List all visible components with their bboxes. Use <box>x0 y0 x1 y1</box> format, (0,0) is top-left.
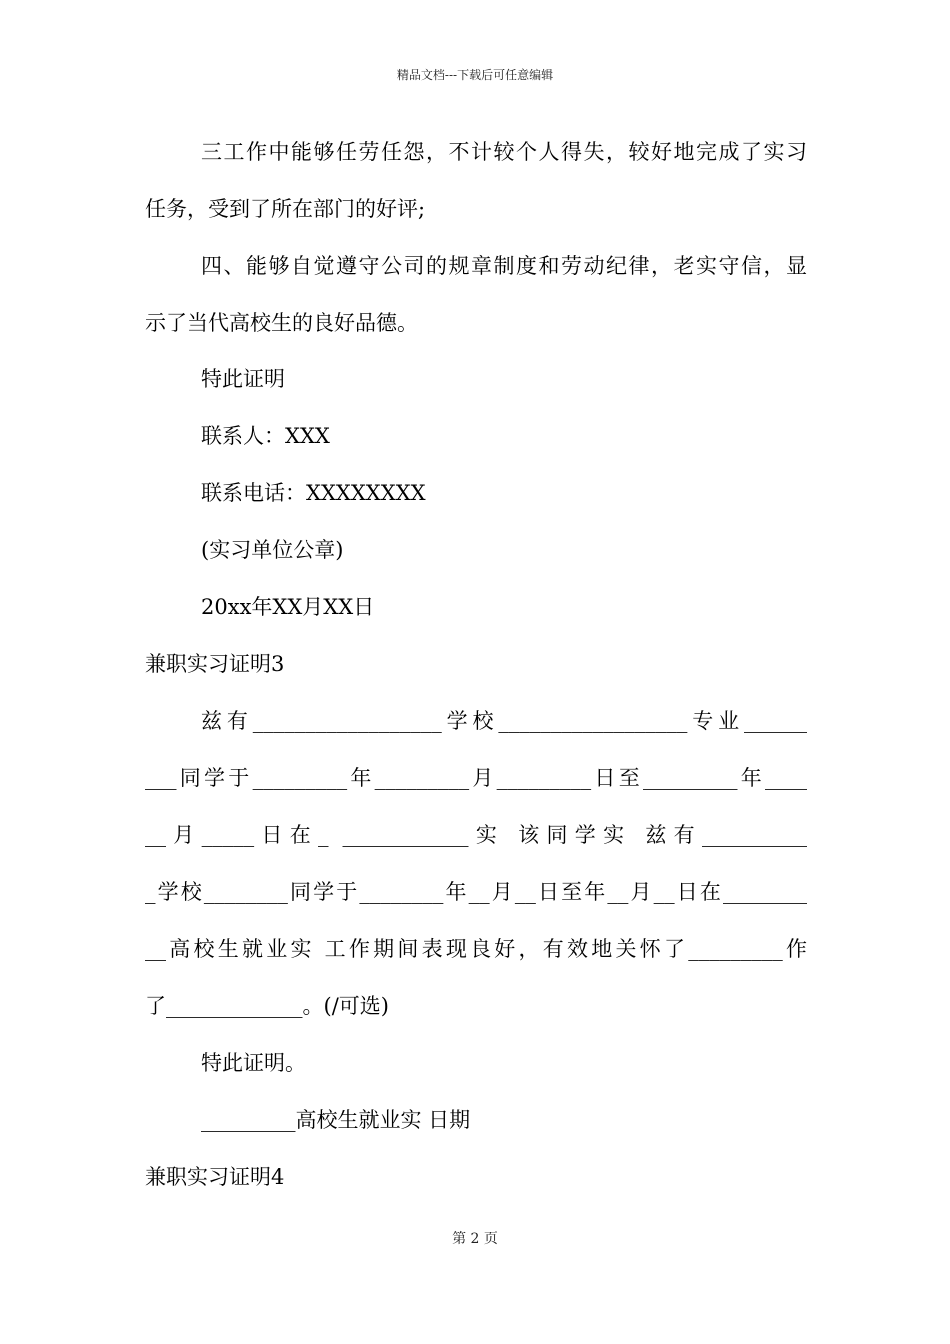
closing-statement: 特此证明 <box>201 367 285 391</box>
section-3-line-3: __月_____日在_ ____________实 该同学实 兹有__________ <box>145 823 807 847</box>
contact-person: 联系人：XXX <box>201 424 330 448</box>
contact-phone: 联系电话：XXXXXXXX <box>201 481 426 505</box>
company-seal: (实习单位公章) <box>201 538 344 562</box>
section-3-line-1: 兹有__________________学校__________________专业______ <box>201 709 807 733</box>
section-3-closing: 特此证明。 <box>201 1051 306 1075</box>
section-3-line-4: _学校________同学于________年__月__日至年__月__日在________ <box>145 880 807 904</box>
paragraph-4-line-1: 四、能够自觉遵守公司的规章制度和劳动纪律，老实守信，显 <box>201 254 807 278</box>
section-3-title: 兼职实习证明3 <box>145 652 285 676</box>
page-header: 精品文档---下载后可任意编辑 <box>396 68 554 82</box>
paragraph-4-line-2: 示了当代高校生的良好品德。 <box>145 311 418 335</box>
section-3-line-5: __高校生就业实 工作期间表现良好，有效地关怀了_________作 <box>145 937 807 961</box>
issue-date: 20xx年XX月XX日 <box>201 595 375 619</box>
paragraph-3-line-1: 三工作中能够任劳任怨，不计较个人得失，较好地完成了实习 <box>201 140 807 164</box>
section-3-line-2: ___同学于_________年_________月_________日至_________年____ <box>145 766 807 790</box>
section-3-line-6: 了_____________。(/可选) <box>145 994 389 1018</box>
page-number: 第 2 页 <box>452 1231 498 1247</box>
section-4-title: 兼职实习证明4 <box>145 1165 285 1189</box>
section-3-signature: _________高校生就业实 日期 <box>201 1108 471 1132</box>
paragraph-3-line-2: 任务，受到了所在部门的好评; <box>145 197 426 221</box>
